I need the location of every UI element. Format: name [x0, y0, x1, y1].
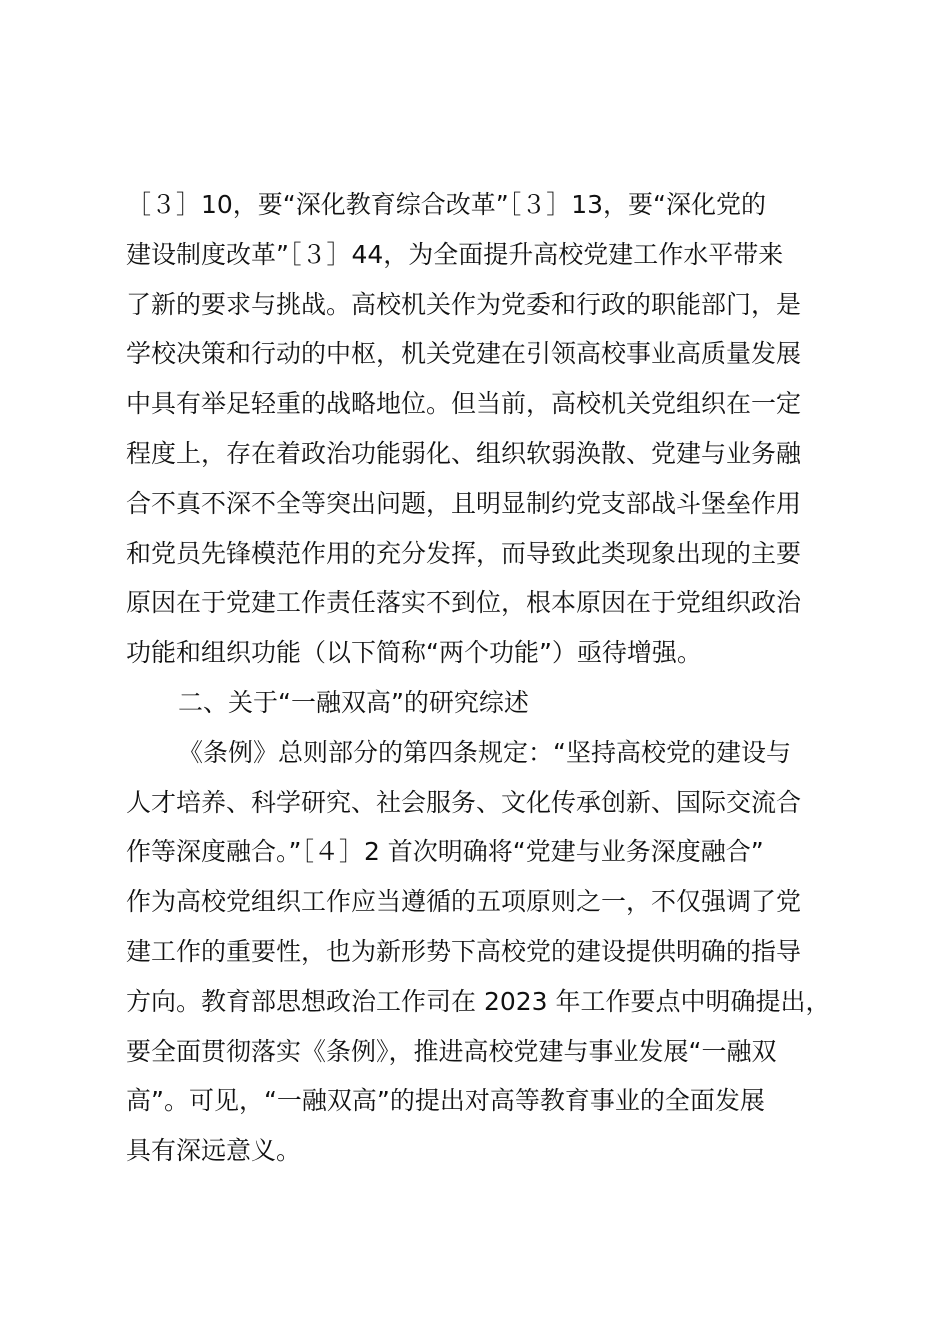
text-line: 原因在于党建工作责任落实不到位，根本原因在于党组织政治 [126, 588, 802, 618]
text-line: 学校决策和行动的中枢，机关党建在引领高校事业高质量发展 [126, 339, 802, 369]
section-heading: 二、关于“一融双高”的研究综述 [178, 687, 529, 717]
text-line: 合不真不深不全等突出问题，且明显制约党支部战斗堡垒作用 [126, 488, 802, 518]
text-line: 和党员先锋模范作用的充分发挥，而导致此类现象出现的主要 [126, 538, 802, 568]
text-line: 建工作的重要性，也为新形势下高校党的建设提供明确的指导 [126, 936, 802, 966]
text-line: 人才培养、科学研究、社会服务、文化传承创新、国际交流合 [126, 787, 802, 817]
text-line: 《条例》总则部分的第四条规定：“坚持高校党的建设与 [178, 737, 791, 767]
text-line: 作为高校党组织工作应当遵循的五项原则之一，不仅强调了党 [126, 887, 802, 917]
text-line: 了新的要求与挑战。高校机关作为党委和行政的职能部门，是 [126, 289, 802, 319]
text-line: 功能和组织功能（以下简称“两个功能”）亟待增强。 [126, 638, 702, 668]
text-line: 具有深远意义。 [126, 1136, 302, 1166]
text-line: 要全面贯彻落实《条例》，推进高校党建与事业发展“一融双 [126, 1036, 777, 1066]
text-line: 中具有举足轻重的战略地位。但当前，高校机关党组织在一定 [126, 389, 802, 419]
text-line: 高”。可见，“一融双高”的提出对高等教育事业的全面发展 [126, 1086, 765, 1116]
text-line: 程度上，存在着政治功能弱化、组织软弱涣散、党建与业务融 [126, 438, 802, 468]
text-line: 作等深度融合。”［４］2 首次明确将“党建与业务深度融合” [126, 837, 764, 867]
body-text [126, 180, 846, 1176]
text-line: ［３］10，要“深化教育综合改革”［３］13，要“深化党的 [126, 190, 766, 219]
text-line: 建设制度改革”［３］44，为全面提升高校党建工作水平带来 [126, 239, 784, 269]
text-line: 方向。教育部思想政治工作司在 2023 年工作要点中明确提出， [126, 986, 831, 1016]
